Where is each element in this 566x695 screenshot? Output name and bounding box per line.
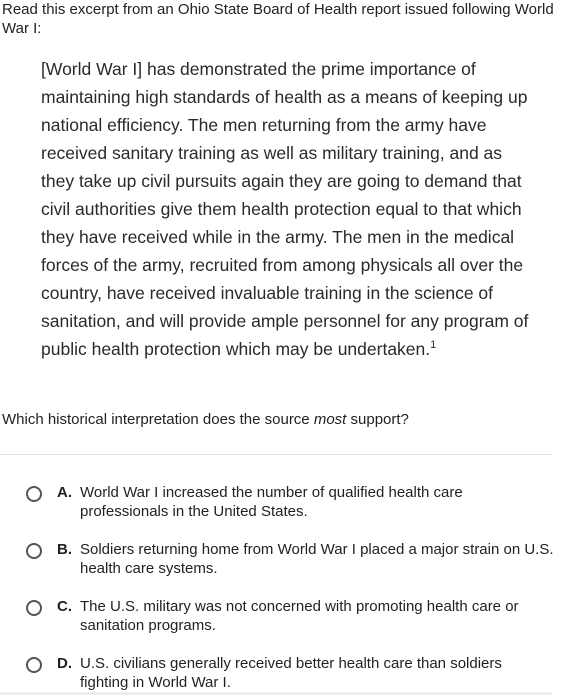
option-letter: A.	[57, 484, 72, 501]
option-letter: C.	[57, 598, 72, 615]
radio-button-icon[interactable]	[26, 657, 42, 673]
answer-option-c[interactable]	[24, 597, 554, 637]
radio-button-icon[interactable]	[26, 543, 42, 559]
answer-option-d[interactable]	[24, 654, 554, 694]
option-text: World War I increased the number of qualified health care professionals in the United States.	[80, 484, 463, 520]
question-intro: Read this excerpt from an Ohio State Board of Health report issued following World War I:	[2, 1, 554, 37]
answer-option-a[interactable]	[24, 483, 554, 523]
radio-button-icon[interactable]	[26, 600, 42, 616]
question-emphasis: most	[313, 411, 347, 428]
radio-button-icon[interactable]	[26, 486, 42, 502]
option-letter: D.	[57, 655, 72, 672]
option-text: U.S. civilians generally received better health care than soldiers fighting in World War I.	[80, 655, 502, 691]
footnote-marker: 1	[430, 339, 437, 352]
divider	[0, 454, 552, 455]
option-letter: B.	[57, 541, 72, 558]
answer-option-b[interactable]	[24, 540, 554, 580]
question-prompt	[2, 410, 409, 430]
question-text-start: Which historical interpretation does the source	[2, 411, 314, 428]
option-text: Soldiers returning home from World War I placed a major strain on U.S. health care systems.	[80, 541, 554, 577]
source-excerpt	[41, 55, 531, 363]
excerpt-text: [World War I] has demonstrated the prime importance of maintaining high standards of health as a means of keeping up national efficiency. The men returning from the army have received sanitary training as well as military training, and as they take up civil pursuits again they are going to demand that civil authorities give them health protection equal to that which they have received while in the army. The men in the medical forces of the army, recruited from among physicals all over the country, have received invaluable training in the science of sanitation, and will provide ample personnel for any program of public health protection which may be undertaken.	[41, 59, 529, 359]
question-text-end: support?	[346, 411, 409, 428]
option-text: The U.S. military was not concerned with promoting health care or sanitation programs.	[80, 598, 519, 634]
